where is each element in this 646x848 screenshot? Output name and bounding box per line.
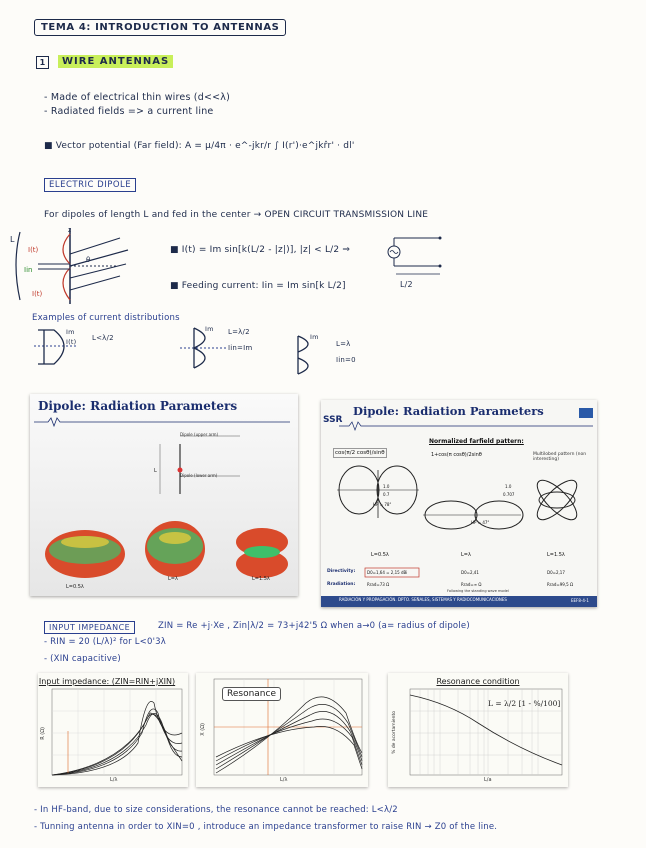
slide2-rrad-3: Rrad=99,5 Ω	[547, 582, 573, 587]
plot3-xlabel: L/a	[484, 777, 492, 783]
rin-small-dipole: - RIN = 20 (L/λ)² for L<0'3λ	[44, 637, 166, 647]
slide2-formula-left: cos(π/2 cosθ)/sinθ	[335, 450, 385, 456]
slide2-scale-4: 0.707	[503, 492, 515, 497]
example3-extra: Iin=0	[336, 356, 356, 364]
input-impedance-eq: ZIN = Re +j·Xe , Zin|λ/2 = 73+j42'5 Ω when a→0 (a= radius of dipole)	[158, 621, 470, 631]
svg-text:z: z	[68, 227, 72, 234]
note-hf-band: - In HF-band, due to size considerations, the resonance cannot be reached: L<λ/2	[34, 805, 398, 815]
slide2-col-1: L=0.5λ	[371, 552, 389, 558]
slide2-rrad-1: Rrad=73 Ω	[367, 582, 390, 587]
svg-text:L: L	[154, 468, 157, 474]
slide2-scale-3: 1.0	[505, 484, 512, 489]
example3-im: Im	[310, 333, 319, 341]
plot1-ylabel: R (Ω)	[40, 727, 46, 740]
slide1-caption-2: L=λ	[168, 576, 178, 582]
slide1-upper-arm: Dipole (upper arm)	[180, 432, 219, 437]
example1-cond: L<λ/2	[92, 334, 114, 342]
plot3-formula: L = λ/2 [1 - %/100]	[488, 699, 561, 708]
plot2-title: Resonance	[222, 687, 281, 701]
slide1-caption-3: L=1.5λ	[252, 576, 270, 582]
slide2-hp-1: HP = 78°	[373, 502, 392, 507]
plot3-ylabel: % de acortamiento	[392, 711, 397, 754]
slide2-rrad-2: Rrad=∞ Ω	[461, 582, 482, 587]
plot-resonance-condition	[388, 673, 568, 787]
slide2-subtitle: Normalized farfield pattern:	[429, 438, 524, 445]
example1-im: Im	[66, 328, 75, 336]
example2-extra: Iin=Im	[228, 344, 253, 352]
plot-input-impedance	[38, 673, 188, 787]
slide1-caption-1: L=0.5λ	[66, 584, 84, 590]
note-tuning: - Tunning antenna in order to XIN=0 , introduce an impedance transformer to raise RIN → Z0 of the line.	[34, 822, 498, 832]
electric-dipole-label: ELECTRIC DIPOLE	[44, 178, 136, 192]
slide2-footer: RADIACIÓN Y PROPAGACIÓN. DPTO. SEÑALES, SISTEMAS Y RADIOCOMUNICACIONES	[339, 597, 507, 602]
current-distribution-eq: ■ I(t) = Im sin[k(L/2 - |z|)], |z| < L/2 ⇒	[170, 245, 351, 255]
input-impedance-label: INPUT IMPEDANCE	[44, 621, 135, 634]
slide2-col-2: L=λ	[461, 552, 471, 558]
svg-text:SSR: SSR	[323, 415, 343, 425]
xin-capacitive: - (XIN capacitive)	[44, 654, 121, 664]
open-line-sketch	[380, 234, 460, 290]
bullet-radiated-fields: - Radiated fields => a current line	[44, 106, 214, 117]
slide2-title: Dipole: Radiation Parameters	[353, 404, 544, 418]
svg-text:θ: θ	[86, 256, 91, 264]
example1-it: I(t)	[66, 338, 77, 346]
examples-title: Examples of current distributions	[32, 313, 180, 323]
slide2-directivity-3: D0=2,17	[547, 570, 565, 575]
slide2-hp-2: HP = 47°	[471, 520, 490, 525]
slide2-multilobed: Multilobed pattern (non interesting)	[533, 452, 587, 462]
plot1-xlabel: L/λ	[110, 777, 118, 783]
slide-farfield-patterns	[321, 400, 597, 607]
slide2-formula-mid: 1+cos(π cosθ)/2sinθ	[431, 452, 482, 458]
slide2-directivity-label: Directivity:	[327, 569, 356, 574]
slide2-directivity-2: D0=2,41	[461, 570, 479, 575]
feeding-current-eq: ■ Feeding current: Iin = Im sin[k L/2]	[170, 281, 346, 291]
svg-text:L: L	[10, 235, 15, 244]
svg-text:Iin: Iin	[24, 266, 33, 274]
line-length-label: L/2	[400, 280, 413, 289]
slide2-scale-1: 1.0	[383, 484, 390, 489]
slide2-directivity-1: D0=1,64 = 2,15 dBi	[367, 570, 408, 575]
example2-cond: L=λ/2	[228, 328, 250, 336]
plot2-ylabel: X (Ω)	[200, 723, 206, 736]
plot3-title: Resonance condition	[436, 677, 520, 686]
slide2-col-3: L=1.5λ	[547, 552, 565, 558]
dipole-sketch	[8, 224, 148, 308]
plot-resonance	[196, 673, 368, 787]
bullet-thin-wires: - Made of electrical thin wires (d<<λ)	[44, 92, 230, 103]
vector-potential-eq: ■ Vector potential (Far field): A = μ/4π · e^-jkr/r ∫ I(r')·e^jkr̂r' · dl'	[44, 141, 355, 151]
example3-cond: L=λ	[336, 340, 351, 348]
plot1-title: Input impedance: (ZIN=RIN+jXIN)	[38, 677, 176, 686]
slide-radiation-3d	[30, 394, 298, 596]
page-title: TEMA 4: INTRODUCTION TO ANTENNAS	[34, 19, 286, 36]
slide2-scale-2: 0.7	[383, 492, 390, 497]
slide2-rrad-label: Rradiation:	[327, 582, 356, 587]
svg-text:I(t): I(t)	[28, 246, 39, 254]
slide2-page: EEF8-4-1	[571, 598, 589, 603]
example-short-dipole	[34, 326, 82, 370]
svg-text:I(t): I(t)	[32, 290, 43, 298]
slide1-lower-arm: Dipole (lower arm)	[180, 473, 218, 478]
dipole-intro: For dipoles of length L and fed in the center → OPEN CIRCUIT TRANSMISSION LINE	[44, 210, 429, 220]
section-number: 1	[36, 56, 49, 69]
slide1-title: Dipole: Radiation Parameters	[38, 399, 238, 413]
plot2-xlabel: L/λ	[280, 777, 288, 783]
section-title: WIRE ANTENNAS	[58, 55, 173, 68]
example2-im: Im	[205, 325, 214, 333]
slide2-note: Following the standing wave model	[447, 589, 509, 593]
